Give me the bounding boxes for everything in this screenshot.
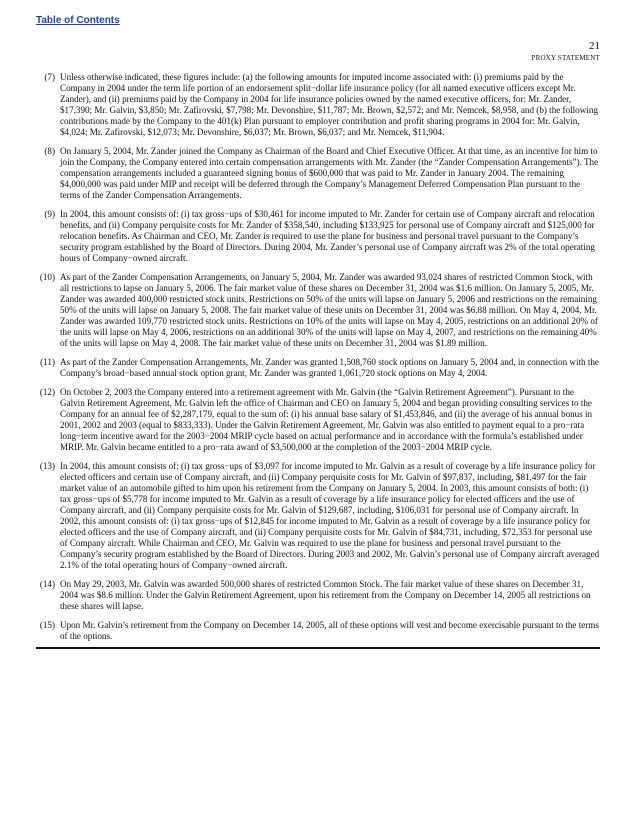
footnote-number: (7) [44, 72, 55, 82]
footnote-number: (8) [44, 146, 55, 156]
table-of-contents-link[interactable]: Table of Contents [36, 15, 120, 26]
footnote-text: Upon Mr. Galvin’s retirement from the Company on December 14, 2005, all of these options will vest and become exercisable pursuant to the terms of the options. [60, 620, 599, 641]
footnote-text: In 2004, this amount consists of: (i) tax gross−ups of $30,461 for income imputed to Mr. Zander for certain use of Company aircraft and relocation benefits, and (ii) Company perquisite costs for Mr. Zander of $358,540, including $133,925 for personal use of Company aircraft and $125,000 for relocation benefits. As Chairman and CEO, Mr. Zander is required to use the plane for business and personal travel pursuant to the Company’s security program established by the Board of Directors. During 2004, Mr. Zander’s personal use of Company aircraft was 2% of the total operating hours of Company−owned aircraft. [60, 209, 595, 263]
footnote-text: On May 29, 2003, Mr. Galvin was awarded 500,000 shares of restricted Common Stock. The fair market value of these shares on December 31, 2004 was $8.6 million. Under the Galvin Retirement Agreement, upon his retirement from the Company on December 14, 2005 all restrictions on these shares will lapse. [60, 579, 591, 611]
footnote-14 [36, 579, 600, 612]
footnote-12 [36, 387, 600, 453]
footnote-number: (13) [39, 461, 55, 471]
footnote-number: (10) [39, 272, 55, 282]
footnote-text: On October 2, 2003 the Company entered into a retirement agreement with Mr. Galvin (the “Galvin Retirement Agreement”). Pursuant to the Galvin Retirement Agreement, Mr. Galvin left the office of Chairman and CEO on January 5, 2004 and began providing consulting services to the Company for an annual fee of $2,287,179, equal to the sum of: (i) his annual base salary of $1,453,846, and (ii) the average of his annual bonus in 2001, 2002 and 2003 (equal to $833,333). Under the Galvin Retirement Agreement, Mr. Galvin was also entitled to payment equal to a pro−rata long−term incentive award for the 2003−2004 MRIP cycle based on actual performance and in accordance with the formula’s established under MRIP. Mr. Galvin became entitled to a pro−rata award of $3,500,000 at the completion of the 2003−2004 MRIP cycle. [60, 387, 593, 452]
footnote-8 [36, 146, 600, 201]
footnote-number: (14) [39, 579, 55, 589]
footnote-15 [36, 620, 600, 642]
footnote-number: (12) [39, 387, 55, 397]
footnote-number: (15) [39, 620, 55, 630]
footnote-9 [36, 209, 600, 264]
footnote-10 [36, 272, 600, 349]
footnote-7 [36, 72, 600, 138]
footnote-text: On January 5, 2004, Mr. Zander joined the Company as Chairman of the Board and Chief Executive Officer. At that time, as an incentive for him to join the Company, the Company entered into certain compensation arrangements with Mr. Zander (the “Zander Compensation Arrangements”). The compensation arrangements included a guaranteed signing bonus of $600,000 that was paid to Mr. Zander in January 2004. The remaining $4,000,000 was paid under MIP and receipt will be deferred through the Company’s Management Deferred Compensation Plan pursuant to the terms of the Zander Compensation Arrangements. [60, 146, 599, 200]
footnotes-list [36, 72, 600, 650]
footnote-text: As part of the Zander Compensation Arrangements, Mr. Zander was granted 1,508,760 stock options on January 5, 2004 and, in connection with the Company’s broad−based annual stock option grant, Mr. Zander was granted 1,061,720 stock options on May 4, 2004. [60, 357, 599, 378]
footnote-number: (9) [44, 209, 55, 219]
footnote-text: In 2004, this amount consists of: (i) tax gross−ups of $3,097 for income imputed to Mr. Galvin as a result of coverage by a life insurance policy for elected officers and certain use of Company aircraft, and (ii) Company perquisite costs for Mr. Galvin of $97,837, including, $81,497 for the fair market value of an automobile gifted to him upon his retirement from the Company on January 5, 2004. In 2003, this amount consists of both: (i) tax gross−ups of $5,778 for income imputed to Mr. Galvin as a result of coverage by a life insurance policy for elected officers and the use of Company aircraft, and (ii) Company perquisite costs for Mr. Galvin of $129,687, including, $106,031 for personal use of Company aircraft. In 2002, this amount consists of: (i) tax gross−ups of $12,845 for income imputed to Mr. Galvin as a result of coverage by a life insurance policy for elected officers and the use of Company aircraft, and (ii) Company perquisite costs for Mr. Galvin of $84,731, including, $72,353 for personal use of Company aircraft. While Chairman and CEO, Mr. Galvin was required to use the plane for business and personal travel pursuant to the Company’s security program established by the Board of Directors. During 2003 and 2002, Mr. Galvin’s personal use of Company aircraft averaged 2.1% of the total operating hours of Company−owned aircraft. [60, 461, 600, 570]
footnote-11 [36, 357, 600, 379]
footnote-number: (11) [40, 357, 55, 367]
running-head: PROXY STATEMENT [531, 54, 600, 62]
page-number: 21 [589, 40, 600, 52]
footnote-text: As part of the Zander Compensation Arrangements, on January 5, 2004, Mr. Zander was awarded 93,024 shares of restricted Common Stock, with all restrictions to lapse on January 5, 2006. The fair market value of these shares on December 31, 2004 was $1.6 million. On January 5, 2005, Mr. Zander was awarded 400,000 restricted stock units. Restrictions on 50% of the units will lapse on January 5, 2006 and restrictions on the remaining 50% of the units will lapse on January 5, 2008. The fair market value of these units on December 31, 2004 was $6.88 million. On May 4, 2004, Mr. Zander was awarded 109,770 restricted stock units. Restrictions on 10% of the units will lapse on May 4, 2005, restrictions on an additional 20% of the units will lapse on May 4, 2006, restrictions on an additional 30% of the units will lapse on May 4, 2007, and restrictions on the remaining 40% of the units will lapse on May 4, 2008. The fair market value of these units on December 31, 2004 was $1.89 million. [60, 272, 598, 348]
bottom-rule [36, 647, 600, 649]
footnote-text: Unless otherwise indicated, these figures include: (a) the following amounts for imputed income associated with: (i) premiums paid by the Company in 2004 under the term life portion of an endorsement split−dollar life insurance policy (for all named executive officers except Mr. Zander), and (ii) premiums paid by the Company in 2004 for life insurance policies owned by the named executive officers, for: Mr. Zander, $17,390; Mr. Galvin, $3,850; Mr. Zafirovski, $7,798; Mr. Devonshire, $11,787; Mr. Brown, $2,572; and Mr. Nemcek, $8,958, and (b) the following contributions made by the Company to the 401(k) Plan pursuant to employer contribution and profit sharing programs in 2004 for: Mr. Galvin, $4,024; Mr. Zafirovski, $12,073; Mr. Devonshire, $6,037; Mr. Brown, $6,037; and Mr. Nemcek, $11,904. [60, 72, 598, 137]
footnote-13 [36, 461, 600, 571]
